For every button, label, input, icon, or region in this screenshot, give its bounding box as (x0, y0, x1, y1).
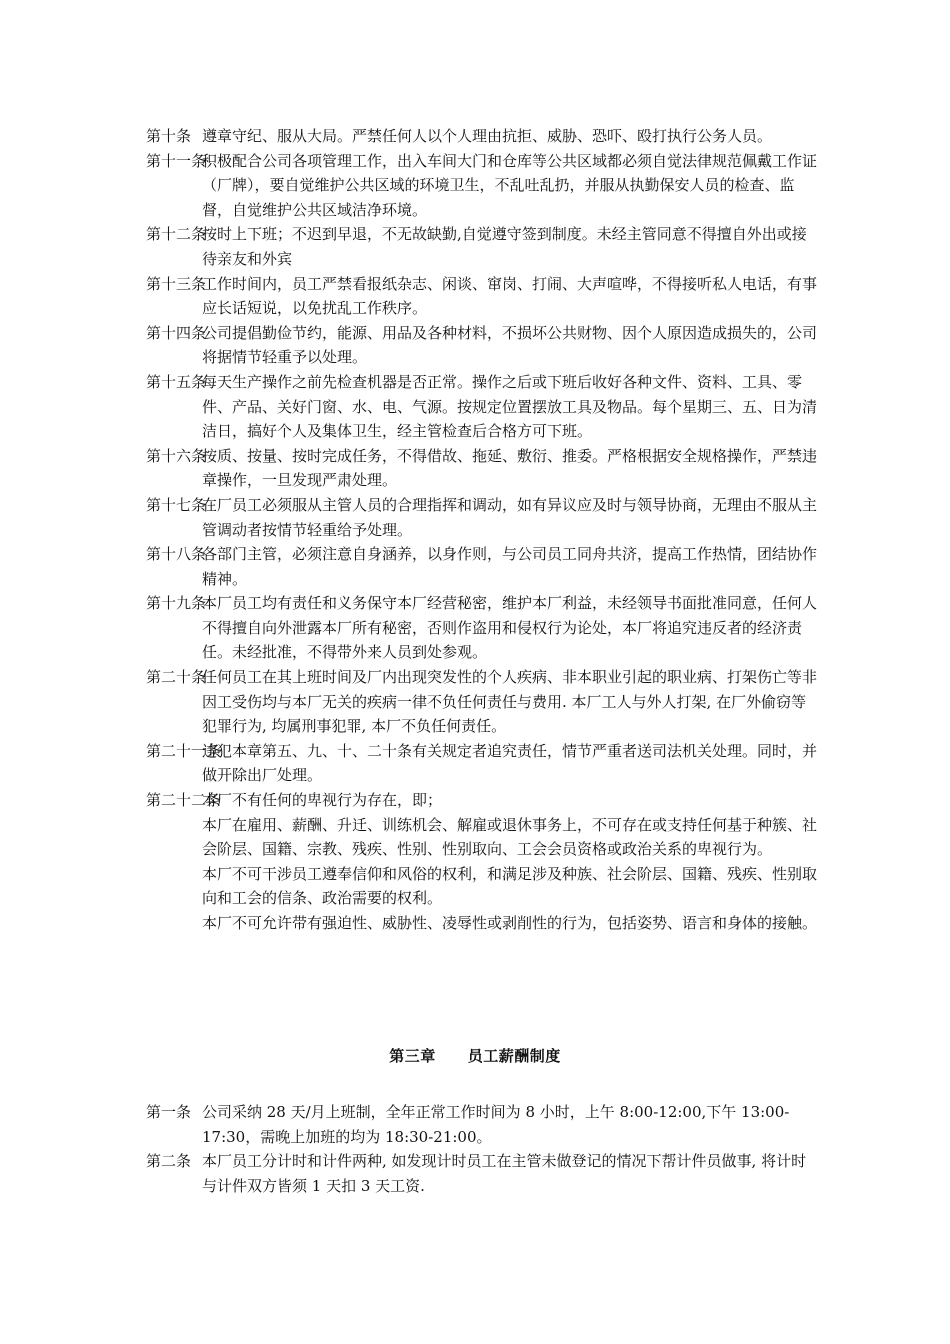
rules-section (146, 124, 818, 936)
article-number: 第十五条 (146, 372, 207, 391)
article-11 (146, 149, 818, 223)
chapter-title: 员工薪酬制度 (467, 1047, 561, 1065)
article-number: 第十条 (146, 127, 192, 145)
article-number: 第十一条 (146, 151, 207, 170)
article-13 (146, 272, 818, 321)
article-number: 第一条 (146, 1103, 192, 1121)
salary-article-2 (146, 1149, 818, 1198)
article-text: 公司采纳 28 天/月上班制，全年正常工作时间为 8 小时，上午 8:00-12:00,下午 13:00-17:30，需晚上加班的均为 18:30-21:00。 (202, 1103, 790, 1146)
article-number: 第十七条 (146, 495, 207, 514)
article-text: 本厂员工分计时和计件两种, 如发现计时员工在主管未做登记的情况下帮计件员做事, 将计时与计件双方皆须 1 天扣 3 天工资. (202, 1152, 807, 1195)
article-number: 第二十条 (146, 668, 207, 687)
article-14 (146, 321, 818, 370)
article-22-clause-1: 本厂在雇用、薪酬、升迁、训练机会、解雇或退休事务上，不可存在或支持任何基于种簇、社会阶层、国籍、宗教、残疾、性别、性别取向、工会会员资格或政治关系的卑视行为。 (202, 815, 818, 859)
article-10 (146, 124, 818, 149)
article-text: 工作时间内，员工严禁看报纸杂志、闲谈、窜岗、打闹、大声喧哗，不得接听私人电话，有事应长话短说，以免扰乱工作秩序。 (202, 274, 818, 318)
article-12 (146, 222, 818, 271)
article-number: 第十八条 (146, 545, 207, 564)
article-18 (146, 542, 818, 591)
salary-article-1 (146, 1100, 818, 1149)
article-15 (146, 370, 818, 444)
article-text: 按质、按量、按时完成任务，不得借故、拖延、敷衍、推委。严格根据安全规格操作，严禁违章操作，一旦发现严肃处理。 (202, 446, 818, 490)
article-number: 第十六条 (146, 446, 207, 465)
article-text: 每天生产操作之前先检查机器是否正常。操作之后或下班后收好各种文件、资料、工具、零件、产品、关好门窗、水、电、气源。按规定位置摆放工具及物品。每个星期三、五、日为清洁日，搞好个人及集体卫生，经主管检查后合格方可下班。 (202, 372, 818, 441)
article-number: 第十二条 (146, 225, 207, 244)
article-text: 积极配合公司各项管理工作，出入车间大门和仓库等公共区域都必须自觉法律规范佩戴工作证（厂牌），要自觉维护公共区域的环境卫生，不乱吐乱扔，并服从执勤保安人员的检查、监督，自觉维护公共区域洁净环境。 (202, 151, 818, 219)
article-16 (146, 444, 818, 493)
article-text: 遵章守纪、服从大局。严禁任何人以个人理由抗拒、威胁、恐吓、殴打执行公务人员。 (202, 127, 773, 145)
article-number: 第十三条 (146, 274, 207, 293)
article-number: 第二十一条 (146, 741, 222, 760)
article-17 (146, 493, 818, 542)
chapter-heading (0, 1044, 950, 1068)
article-20 (146, 665, 818, 739)
article-21 (146, 739, 818, 788)
chapter-label: 第三章 (389, 1047, 436, 1065)
article-22-clause-3: 本厂不可允许带有强迫性、威胁性、凌辱性或剥削性的行为，包括姿势、语言和身体的接触。 (202, 914, 818, 932)
article-text: 本厂员工均有责任和义务保守本厂经营秘密，维护本厂利益，未经领导书面批准同意，任何人不得擅自向外泄露本厂所有秘密，否则作盗用和侵权行为论处，本厂将追究违反者的经济责任。未经批准，不得带外来人员到处参观。 (202, 594, 818, 662)
article-text: 按时上下班；不迟到早退，不无故缺勤,自觉遵守签到制度。未经主管同意不得擅自外出或接待亲友和外宾 (202, 225, 807, 268)
article-22-clause-2: 本厂不可干涉员工遵奉信仰和风俗的权利，和满足涉及种族、社会阶层、国籍、残疾、性别取向和工会的信条、政治需要的权利。 (202, 864, 818, 908)
article-text: 各部门主管，必须注意自身涵养，以身作则，与公司员工同舟共济，提高工作热情，团结协作精神。 (202, 545, 818, 588)
article-text: 公司提倡勤俭节约，能源、用品及各种材料，不损坏公共财物、因个人原因造成损失的，公司将据情节轻重予以处理。 (202, 323, 818, 367)
salary-section (146, 1100, 818, 1198)
article-number: 第二条 (146, 1152, 192, 1171)
article-number: 第十九条 (146, 594, 207, 613)
article-19 (146, 591, 818, 665)
article-text: 本厂不有任何的卑视行为存在，即； (202, 791, 443, 810)
article-22 (146, 788, 818, 813)
article-text: 在厂员工必须服从主管人员的合理指挥和调动，如有异议应及时与领导协商，无理由不服从主管调动者按情节轻重给予处理。 (202, 495, 818, 539)
article-number: 第二十二条 (146, 791, 222, 810)
article-number: 第十四条 (146, 323, 207, 342)
article-text: 违犯本章第五、九、十、二十条有关规定者追究责任，情节严重者送司法机关处理。同时，并做开除出厂处理。 (202, 741, 818, 785)
article-text: 任何员工在其上班时间及厂内出现突发性的个人疾病、非本职业引起的职业病、打架伤亡等非因工受伤均与本厂无关的疾病一律不负任何责任与费用. 本厂工人与外人打架, 在厂外偷窃等犯罪行为, 均属刑事犯罪, 本厂不负任何责任。 (202, 668, 818, 736)
